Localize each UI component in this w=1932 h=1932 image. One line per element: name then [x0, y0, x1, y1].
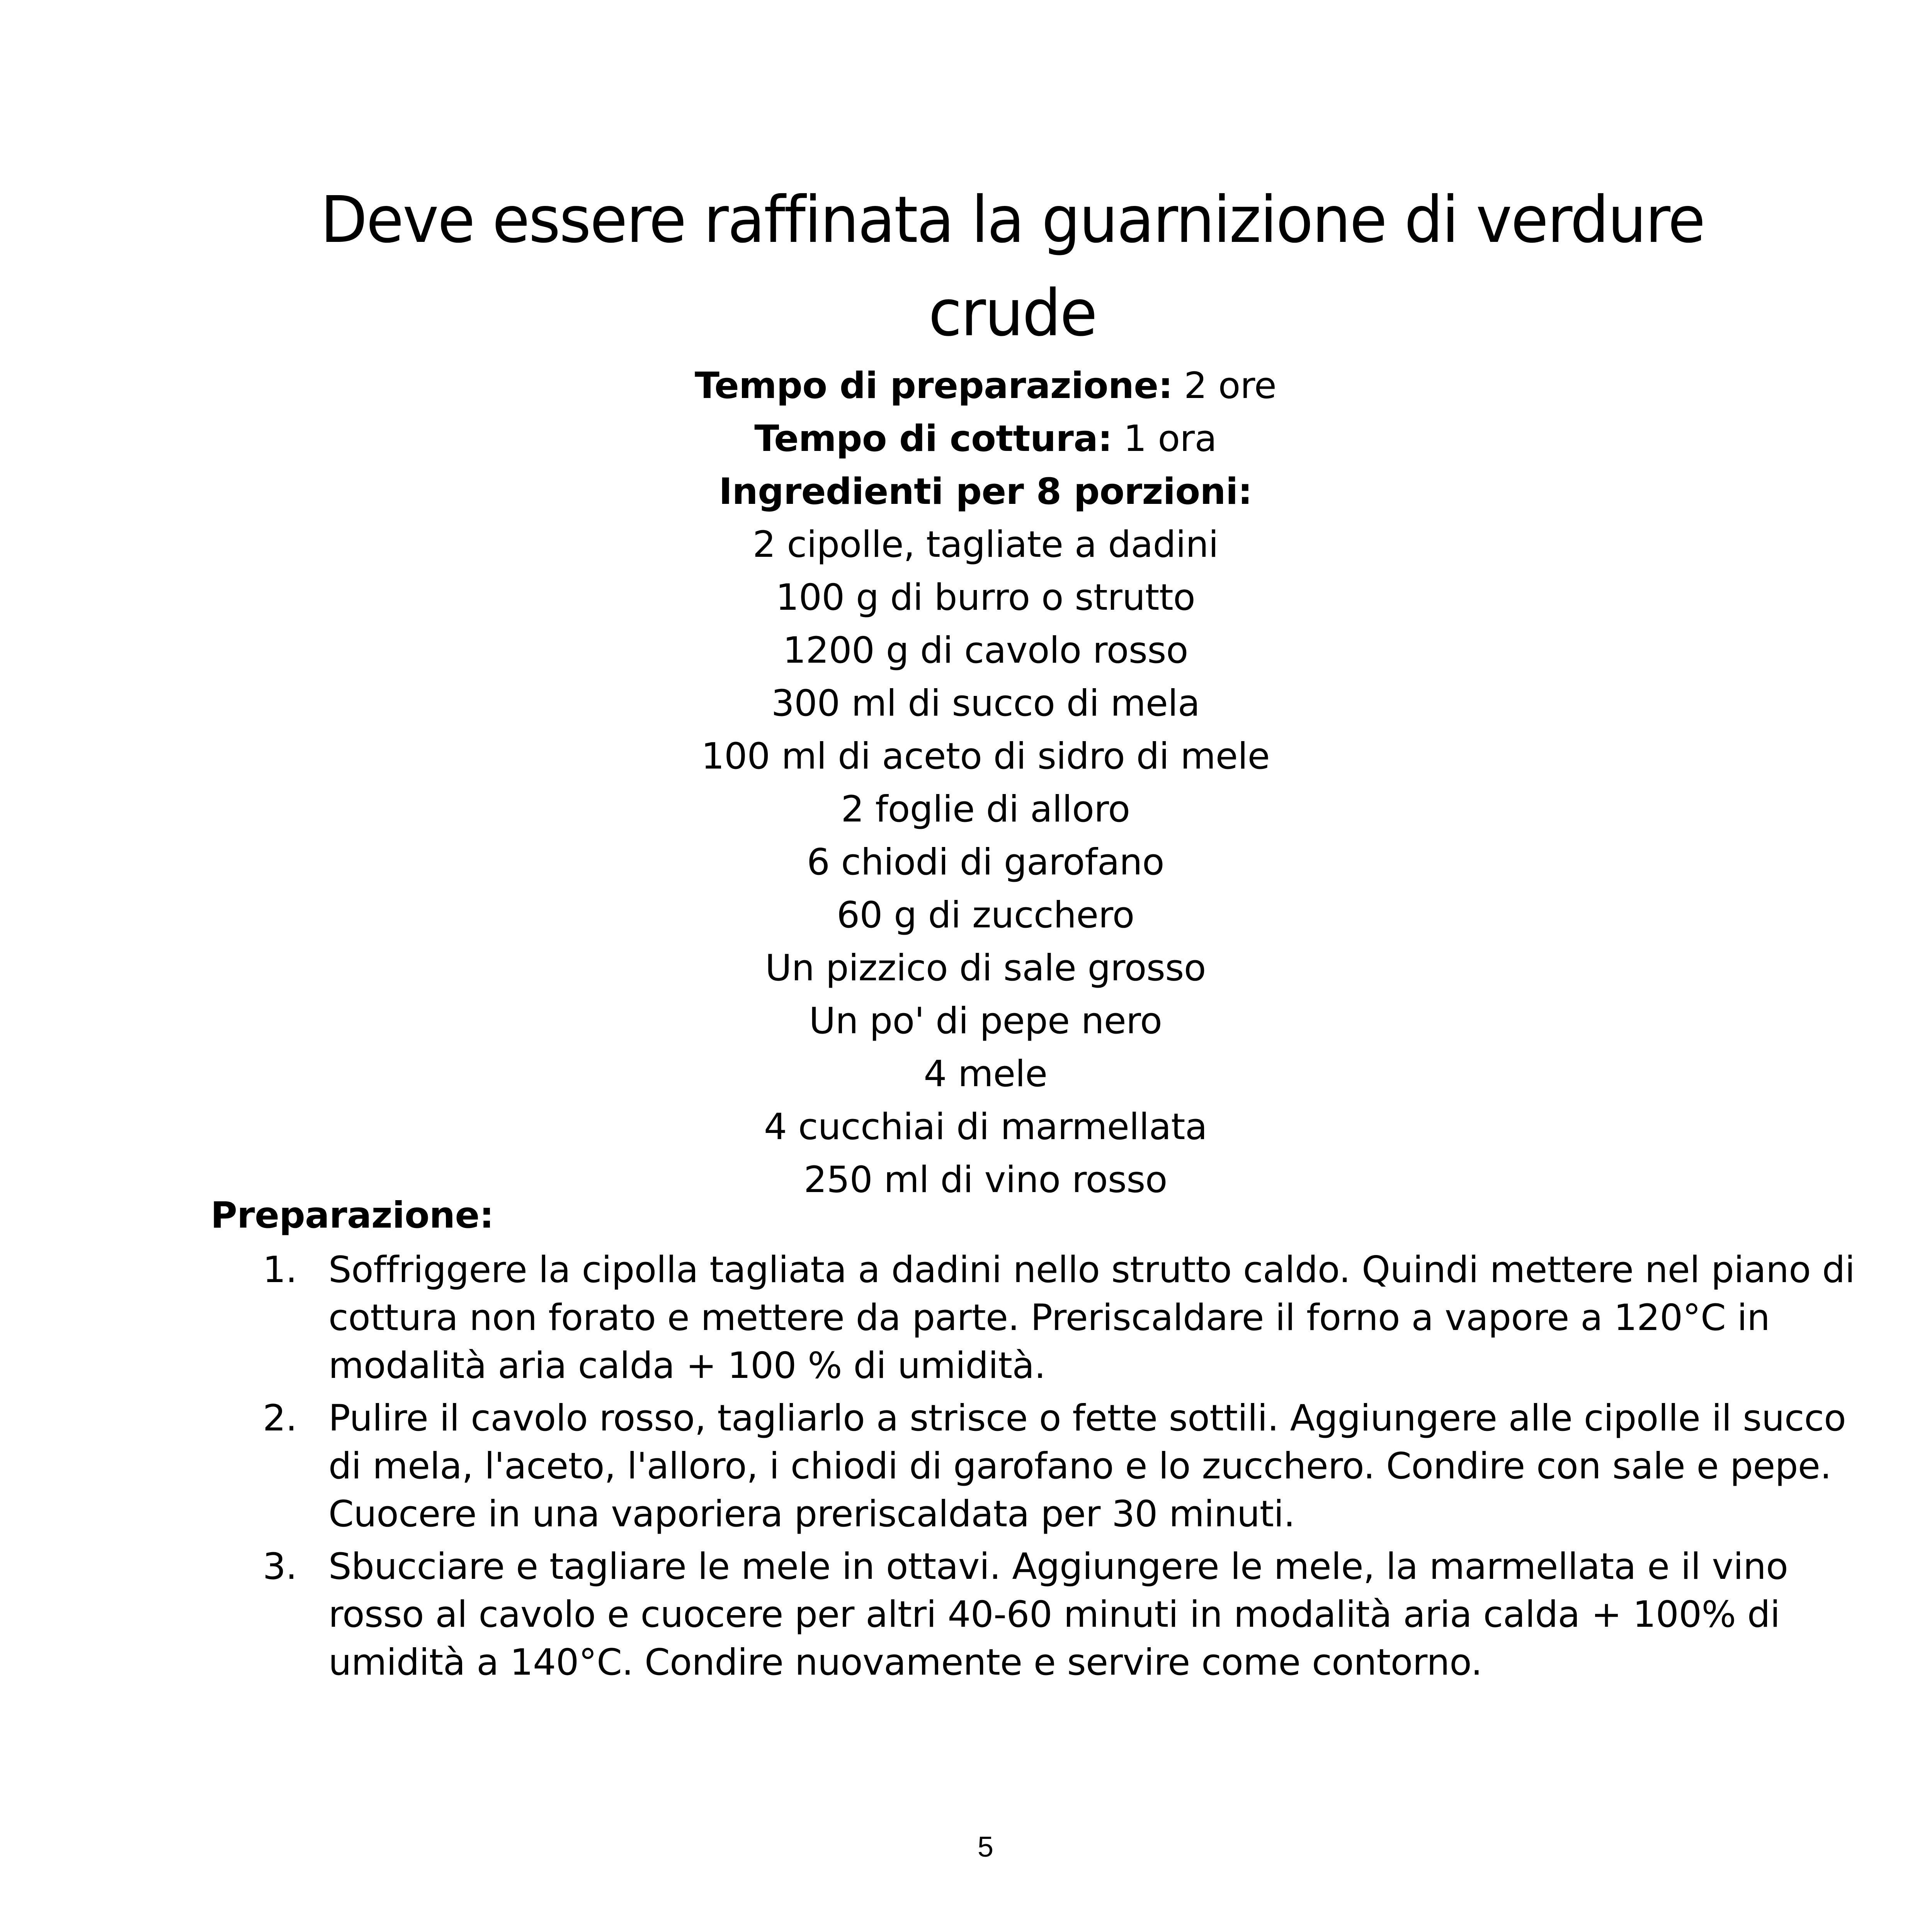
ingredient-item: 2 foglie di alloro: [841, 788, 1130, 830]
ingredient-item: 250 ml di vino rosso: [804, 1159, 1167, 1201]
preparation-step: [263, 1395, 1859, 1538]
step-number: 3.: [263, 1546, 297, 1588]
step-text: Soffriggere la cipolla tagliata a dadini nello strutto caldo. Quindi mettere nel piano di cottura non forato e mettere da parte. Preriscaldare il forno a vapore a 120°C in modalità aria calda + 100 % di umidità.: [328, 1249, 1855, 1387]
ingredient-item: 4 cucchiai di marmellata: [764, 1106, 1208, 1148]
ingredient-item: 2 cipolle, tagliate a dadini: [752, 524, 1219, 566]
ingredient-item: 4 mele: [923, 1053, 1048, 1095]
cook-time-value: 1 ora: [1123, 418, 1217, 460]
ingredient-item: 1200 g di cavolo rosso: [783, 629, 1188, 672]
cook-time-label: Tempo di cottura:: [754, 418, 1112, 460]
preparation-heading: Preparazione:: [211, 1194, 494, 1236]
recipe-meta: [0, 359, 1932, 1206]
preparation-step: [263, 1543, 1859, 1687]
cook-time-line: [0, 412, 1932, 465]
prep-time-value: 2 ore: [1184, 365, 1277, 407]
ingredient-item: 100 g di burro o strutto: [776, 577, 1196, 619]
ingredient-item: 300 ml di succo di mela: [771, 682, 1200, 724]
ingredients-heading: Ingredienti per 8 porzioni:: [719, 471, 1252, 513]
ingredient-item: 100 ml di aceto di sidro di mele: [701, 735, 1270, 777]
prep-time-line: [0, 359, 1932, 412]
ingredient-item: Un po' di pepe nero: [809, 1000, 1162, 1042]
preparation-steps: [263, 1246, 1859, 1691]
ingredient-item: 6 chiodi di garofano: [806, 841, 1165, 883]
recipe-title: Deve essere raffinata la guarnizione di verdure crude: [320, 182, 1704, 351]
preparation-step: [263, 1246, 1859, 1390]
step-text: Sbucciare e tagliare le mele in ottavi. Aggiungere le mele, la marmellata e il vino rosso al cavolo e cuocere per altri 40-60 minuti in modalità aria calda + 100% di umidità a 140°C. Condire nuovamente e servire come contorno.: [328, 1546, 1788, 1684]
prep-time-label: Tempo di preparazione:: [694, 365, 1173, 407]
ingredient-item: Un pizzico di sale grosso: [765, 947, 1206, 989]
page-number: 5: [977, 1831, 994, 1863]
ingredient-item: 60 g di zucchero: [837, 894, 1134, 936]
ingredients-heading-line: [0, 465, 1932, 518]
step-number: 1.: [263, 1249, 297, 1291]
ingredients-list: [0, 518, 1932, 1206]
step-text: Pulire il cavolo rosso, tagliarlo a strisce o fette sottili. Aggiungere alle cipolle il succo di mela, l'aceto, l'alloro, i chiodi di garofano e lo zucchero. Condire con sale e pepe. Cuocere in una vaporiera preriscaldata per 30 minuti.: [328, 1397, 1846, 1535]
step-number: 2.: [263, 1397, 297, 1439]
